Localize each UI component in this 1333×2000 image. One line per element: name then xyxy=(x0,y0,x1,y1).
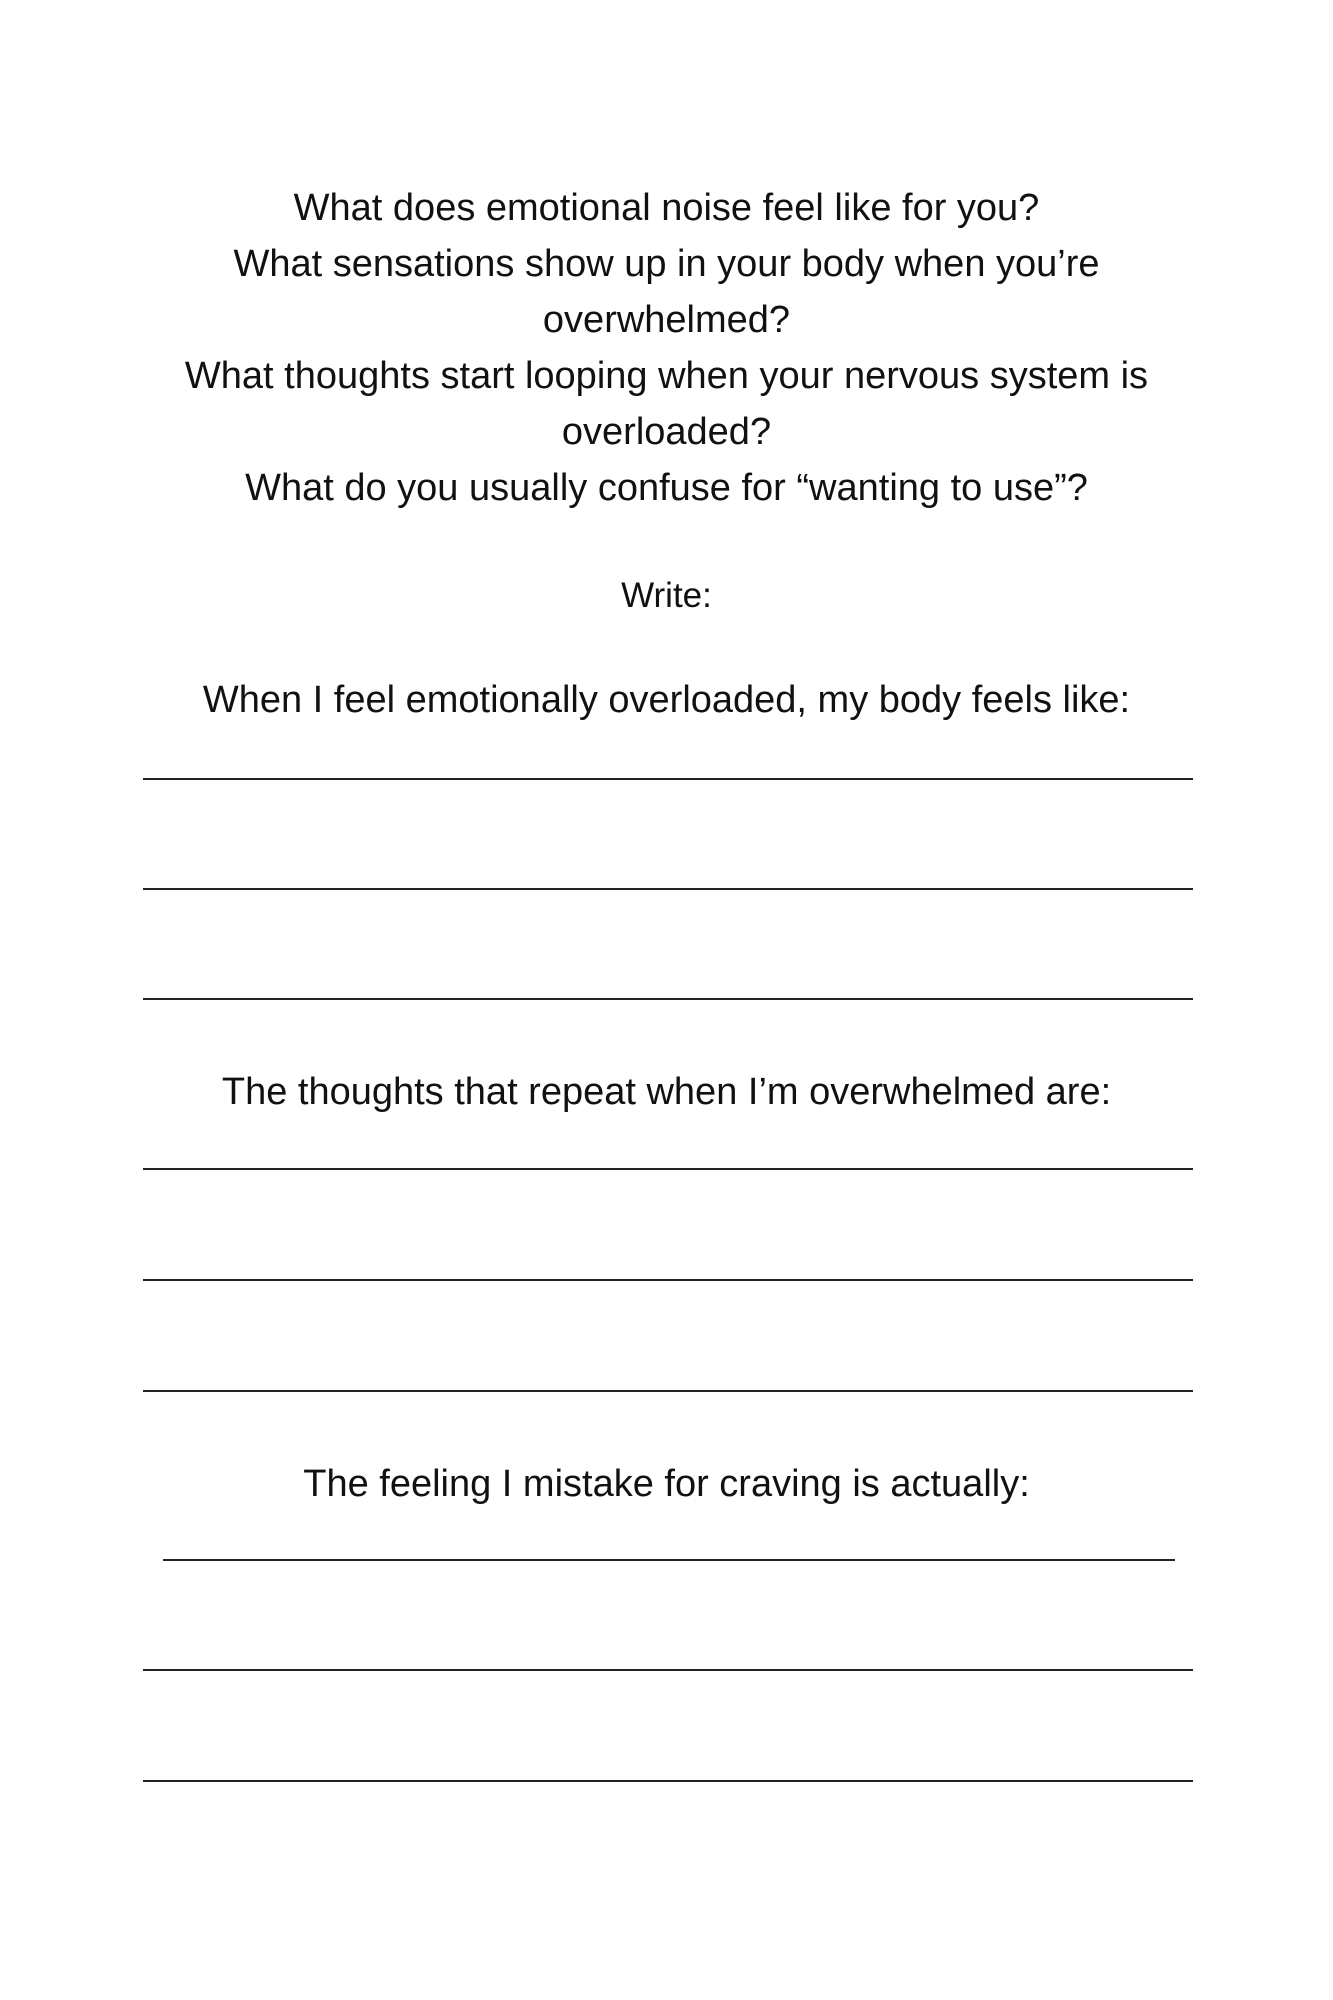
answer-line[interactable] xyxy=(143,778,1193,780)
question-emotional-noise: What does emotional noise feel like for you? xyxy=(293,187,1040,229)
write-label: Write: xyxy=(621,576,712,615)
answer-line[interactable] xyxy=(143,1669,1193,1671)
answer-line[interactable] xyxy=(143,1780,1193,1782)
question-looping-thoughts: What thoughts start looping when your nervous system is overloaded? xyxy=(184,355,1149,453)
section-prompt-craving: The feeling I mistake for craving is actually: xyxy=(303,1463,1030,1505)
question-body-sensations: What sensations show up in your body when you’re overwhelmed? xyxy=(233,243,1100,341)
section-prompt-body: When I feel emotionally overloaded, my body feels like: xyxy=(202,679,1131,721)
answer-line[interactable] xyxy=(143,888,1193,890)
answer-line[interactable] xyxy=(143,1279,1193,1281)
section-prompt-thoughts: The thoughts that repeat when I’m overwhelmed are: xyxy=(221,1071,1112,1113)
reflection-questions xyxy=(130,180,1203,516)
question-wanting-to-use: What do you usually confuse for “wanting to use”? xyxy=(245,467,1088,509)
answer-line[interactable] xyxy=(143,1390,1193,1392)
answer-line[interactable] xyxy=(143,998,1193,1000)
answer-line[interactable] xyxy=(163,1559,1175,1561)
answer-line[interactable] xyxy=(143,1168,1193,1170)
